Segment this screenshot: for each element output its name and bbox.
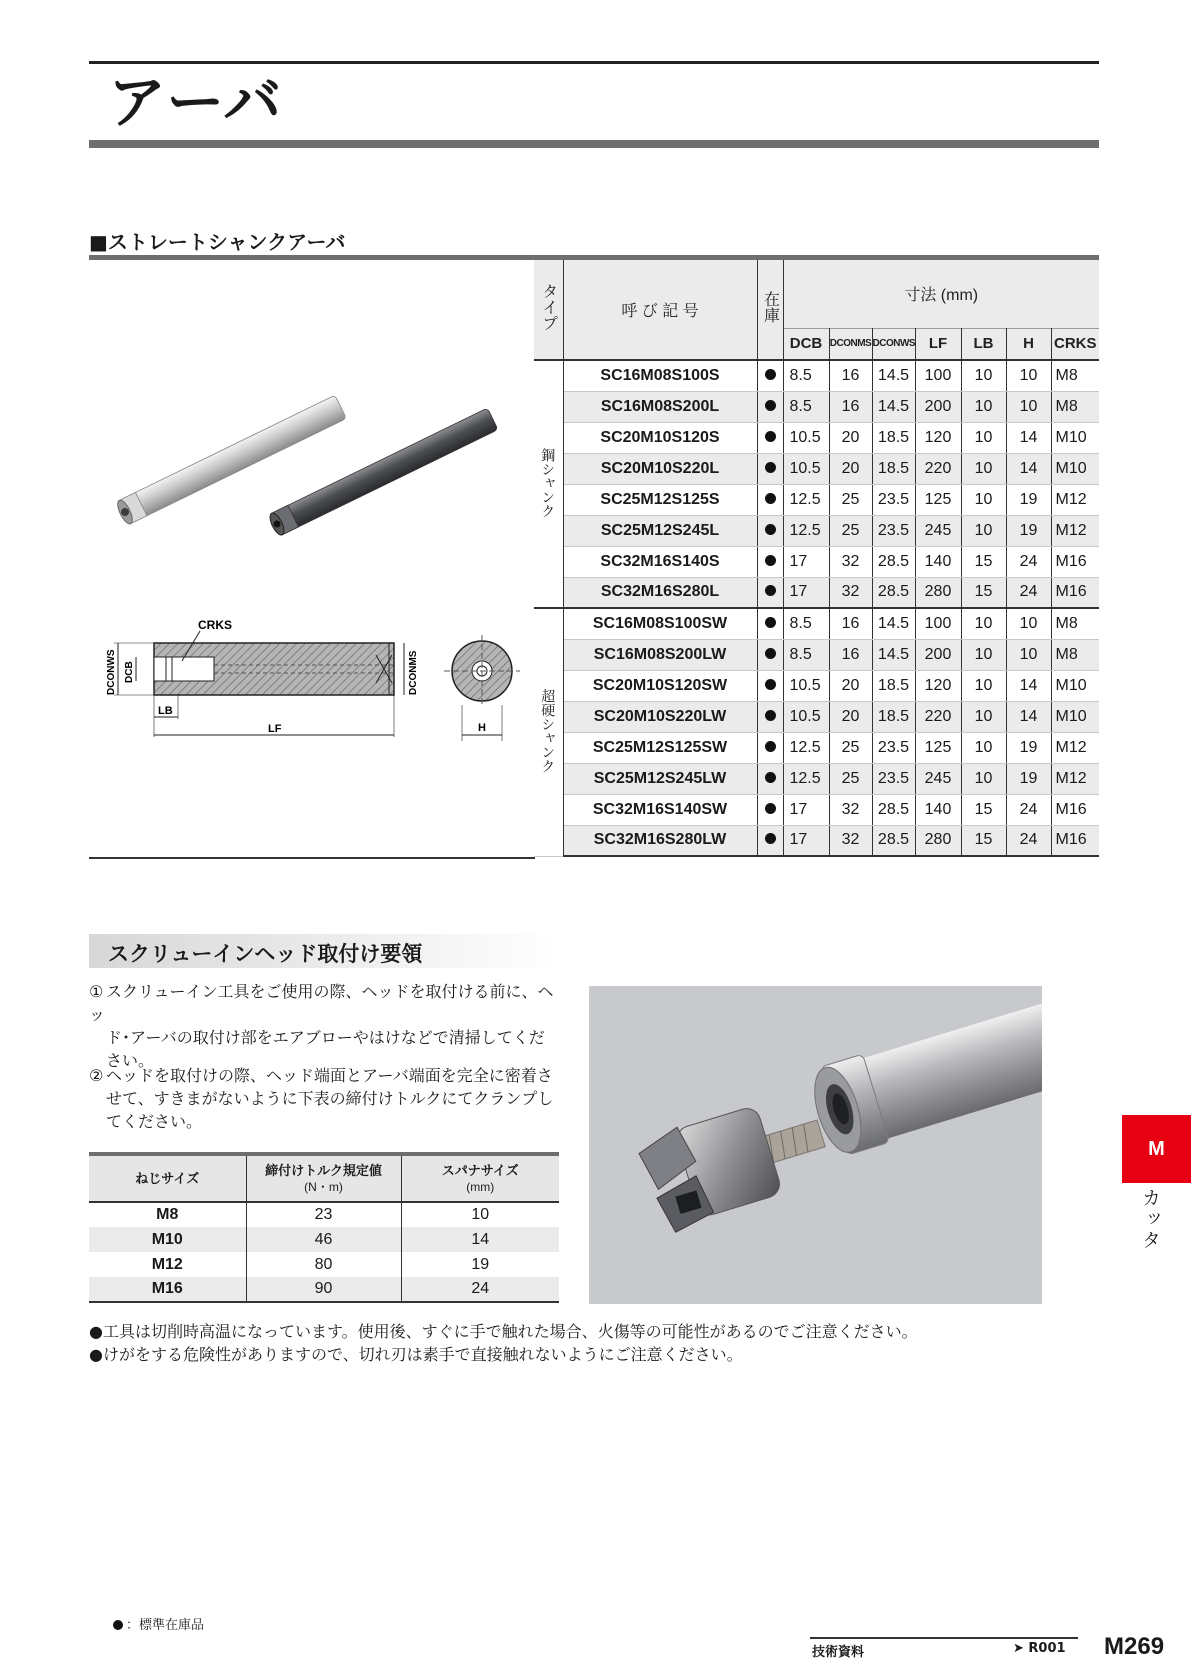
- dim-dcb: 10.5: [783, 422, 829, 453]
- part-code: SC32M16S140SW: [563, 794, 757, 825]
- torque-cell-torque: 90: [246, 1277, 401, 1302]
- stock-indicator: [757, 422, 783, 453]
- stock-indicator: [757, 670, 783, 701]
- torque-header-size: ねじサイズ: [89, 1154, 246, 1202]
- part-code: SC25M12S245LW: [563, 763, 757, 794]
- dim-dconws: 28.5: [872, 577, 915, 608]
- dim-dconws: 28.5: [872, 825, 915, 856]
- dim-crks: M8: [1051, 639, 1099, 670]
- dim-lf: 140: [915, 794, 961, 825]
- dim-h: 10: [1006, 639, 1051, 670]
- dim-header: H: [1006, 328, 1051, 360]
- dim-dconms: 20: [829, 422, 872, 453]
- drawing-label-h: H: [478, 722, 486, 734]
- instruction-step-1: ① スクリューイン工具をご使用の際、ヘッドを取付ける前に、ヘッ ド･アーバの取付け部をエアブローやはけなどで清掃してくだ さい。: [89, 982, 554, 1070]
- table-row: [534, 701, 1099, 732]
- dim-lb: 10: [961, 639, 1006, 670]
- torque-header-torque: 締付けトルク規定値 (N・m): [246, 1154, 401, 1202]
- dim-header: DCONWS: [872, 328, 915, 360]
- footer-rule: [810, 1637, 1078, 1639]
- dim-lf: 140: [915, 546, 961, 577]
- table-row: [534, 825, 1099, 856]
- dim-header: CRKS: [1051, 328, 1099, 360]
- dim-dconws: 14.5: [872, 391, 915, 422]
- drawing-label-lf: LF: [268, 723, 282, 735]
- dim-dconms: 25: [829, 732, 872, 763]
- dim-dconms: 32: [829, 794, 872, 825]
- shank-type-label: 鋼シャンク: [534, 360, 563, 608]
- dim-dcb: 17: [783, 794, 829, 825]
- stock-dot-icon: [765, 462, 776, 473]
- table-row: [534, 608, 1099, 639]
- dim-crks: M16: [1051, 546, 1099, 577]
- dim-lf: 245: [915, 515, 961, 546]
- dim-lb: 10: [961, 701, 1006, 732]
- drawing-label-lb: LB: [158, 705, 173, 717]
- shank-type-label: 超硬シャンク: [534, 608, 563, 856]
- dim-dconws: 23.5: [872, 515, 915, 546]
- dim-h: 14: [1006, 453, 1051, 484]
- stock-dot-icon: [765, 772, 776, 783]
- dim-lf: 220: [915, 701, 961, 732]
- footer-reference-link[interactable]: ➤ R001: [1013, 1641, 1066, 1656]
- part-code: SC32M16S280L: [563, 577, 757, 608]
- stock-dot-icon: [765, 555, 776, 566]
- stock-dot-icon: [765, 585, 776, 596]
- top-rule: [89, 61, 1099, 64]
- part-code: SC20M10S220LW: [563, 701, 757, 732]
- stock-indicator: [757, 453, 783, 484]
- dim-crks: M12: [1051, 732, 1099, 763]
- table-row: [89, 1227, 559, 1252]
- dim-lf: 280: [915, 577, 961, 608]
- stock-indicator: [757, 701, 783, 732]
- dim-lb: 10: [961, 763, 1006, 794]
- dim-dcb: 12.5: [783, 515, 829, 546]
- dim-lb: 10: [961, 732, 1006, 763]
- dim-lb: 10: [961, 453, 1006, 484]
- dim-crks: M10: [1051, 670, 1099, 701]
- stock-dot-icon: [765, 617, 776, 628]
- dim-h: 24: [1006, 546, 1051, 577]
- dim-crks: M16: [1051, 794, 1099, 825]
- torque-cell-spanner: 19: [471, 1255, 490, 1273]
- dim-lb: 15: [961, 577, 1006, 608]
- section-title-straight-shank: ■ストレートシャンクアーバ: [89, 230, 346, 254]
- category-label: カッタ: [1139, 1188, 1161, 1251]
- dim-lf: 120: [915, 422, 961, 453]
- dim-lb: 10: [961, 422, 1006, 453]
- dim-h: 10: [1006, 608, 1051, 639]
- stock-indicator: [757, 639, 783, 670]
- stock-dot-icon: [113, 1620, 123, 1630]
- stock-indicator: [757, 515, 783, 546]
- dim-dcb: 17: [783, 546, 829, 577]
- torque-cell-torque: 46: [246, 1227, 401, 1252]
- dim-crks: M12: [1051, 484, 1099, 515]
- part-code: SC32M16S280LW: [563, 825, 757, 856]
- dim-header: DCONMS: [829, 328, 872, 360]
- footer-tech-link[interactable]: 技術資料: [812, 1645, 865, 1660]
- dim-h: 14: [1006, 670, 1051, 701]
- dim-lb: 15: [961, 794, 1006, 825]
- table-row: [534, 639, 1099, 670]
- header-code: 呼 び 記 号: [563, 260, 757, 360]
- torque-cell-size: M8: [89, 1202, 246, 1227]
- section-title-screw-in: スクリューインヘッド取付け要領: [108, 942, 423, 966]
- torque-cell-size: M12: [89, 1252, 246, 1277]
- safety-notes: [89, 1320, 918, 1366]
- dim-dcb: 8.5: [783, 391, 829, 422]
- dim-crks: M10: [1051, 422, 1099, 453]
- dim-dcb: 8.5: [783, 608, 829, 639]
- stock-dot-icon: [765, 648, 776, 659]
- dim-dcb: 10.5: [783, 453, 829, 484]
- dim-h: 10: [1006, 360, 1051, 391]
- table-row: [534, 732, 1099, 763]
- torque-cell-spanner: 10: [401, 1202, 559, 1227]
- torque-cell-torque: 80: [246, 1252, 401, 1277]
- dim-dconws: 23.5: [872, 484, 915, 515]
- dim-dconms: 25: [829, 484, 872, 515]
- dim-dconms: 20: [829, 670, 872, 701]
- stock-indicator: [757, 360, 783, 391]
- dim-crks: M12: [1051, 763, 1099, 794]
- dim-dconws: 18.5: [872, 701, 915, 732]
- dim-dcb: 12.5: [783, 732, 829, 763]
- dim-dconms: 25: [829, 515, 872, 546]
- part-code: SC25M12S245L: [563, 515, 757, 546]
- dim-crks: M8: [1051, 360, 1099, 391]
- dim-h: 24: [1006, 794, 1051, 825]
- stock-indicator: [757, 608, 783, 639]
- header-stock: 在庫: [757, 260, 783, 360]
- torque-cell-spanner: 24: [401, 1277, 559, 1302]
- dim-dconms: 20: [829, 453, 872, 484]
- table-row: [534, 391, 1099, 422]
- stock-dot-icon: [765, 524, 776, 535]
- stock-dot-icon: [765, 369, 776, 380]
- drawing-label-dconws: DCONWS: [106, 649, 117, 695]
- stock-indicator: [757, 763, 783, 794]
- stock-dot-icon: [765, 431, 776, 442]
- stock-indicator: [757, 825, 783, 856]
- dim-header: LB: [961, 328, 1006, 360]
- stock-legend: ：標準在庫品: [113, 1614, 204, 1633]
- table-row: [534, 360, 1099, 391]
- stock-dot-icon: [765, 679, 776, 690]
- table-bottom-rule: [89, 857, 535, 859]
- part-code: SC16M08S100S: [563, 360, 757, 391]
- dim-crks: M12: [1051, 515, 1099, 546]
- dim-dcb: 17: [783, 577, 829, 608]
- dim-lf: 100: [915, 360, 961, 391]
- dim-lf: 200: [915, 639, 961, 670]
- part-code: SC16M08S100SW: [563, 608, 757, 639]
- dim-dconms: 25: [829, 763, 872, 794]
- dim-crks: M8: [1051, 608, 1099, 639]
- screw-in-head-photo: [589, 986, 1042, 1304]
- part-code: SC20M10S220L: [563, 453, 757, 484]
- dim-header: DCB: [783, 328, 829, 360]
- dim-lf: 125: [915, 484, 961, 515]
- dim-dconws: 18.5: [872, 422, 915, 453]
- table-row: [534, 453, 1099, 484]
- dim-h: 14: [1006, 422, 1051, 453]
- instruction-step-2: ② ヘッドを取付けの際、ヘッド端面とアーバ端面を完全に密着さ せて、すきまがないように下表の締付けトルクにてクランプし てください。: [89, 1066, 554, 1131]
- dim-crks: M16: [1051, 577, 1099, 608]
- stock-dot-icon: [765, 400, 776, 411]
- dim-dconws: 28.5: [872, 546, 915, 577]
- arbor-dimension-drawing: [104, 615, 524, 745]
- part-code: SC16M08S200L: [563, 391, 757, 422]
- dim-lb: 10: [961, 360, 1006, 391]
- category-tab[interactable]: M: [1122, 1115, 1191, 1183]
- stock-dot-icon: [765, 710, 776, 721]
- dim-dconws: 23.5: [872, 732, 915, 763]
- arbor-product-illustration: [105, 390, 525, 540]
- dim-lf: 280: [915, 825, 961, 856]
- page-number: M269: [1104, 1633, 1165, 1660]
- page-title: アーバ: [108, 68, 284, 136]
- dim-dconws: 14.5: [872, 608, 915, 639]
- dim-crks: M8: [1051, 391, 1099, 422]
- stock-indicator: [757, 391, 783, 422]
- drawing-label-crks: CRKS: [198, 618, 233, 632]
- dim-dconms: 32: [829, 546, 872, 577]
- dim-h: 10: [1006, 391, 1051, 422]
- torque-cell-size: M10: [89, 1227, 246, 1252]
- stock-dot-icon: [765, 833, 776, 844]
- part-code: SC25M12S125S: [563, 484, 757, 515]
- table-row: [89, 1277, 559, 1302]
- stock-indicator: [757, 794, 783, 825]
- dim-lb: 10: [961, 391, 1006, 422]
- torque-table: [89, 1152, 559, 1303]
- dim-dconms: 16: [829, 639, 872, 670]
- torque-cell-size: M16: [89, 1277, 246, 1302]
- table-row: [534, 515, 1099, 546]
- dim-lb: 15: [961, 825, 1006, 856]
- stock-indicator: [757, 732, 783, 763]
- safety-note: ●工具は切削時高温になっています。使用後、すぐに手で触れた場合、火傷等の可能性があるのでご注意ください。: [89, 1322, 918, 1341]
- stock-dot-icon: [765, 741, 776, 752]
- dim-dconws: 14.5: [872, 639, 915, 670]
- dim-lf: 125: [915, 732, 961, 763]
- torque-header-spanner: スパナサイズ (mm): [401, 1154, 559, 1202]
- title-bar: [89, 140, 1099, 148]
- table-row: [534, 577, 1099, 608]
- dim-h: 19: [1006, 732, 1051, 763]
- dim-lf: 220: [915, 453, 961, 484]
- dim-dconws: 18.5: [872, 670, 915, 701]
- header-type: タイプ: [534, 260, 563, 360]
- dim-dconws: 18.5: [872, 453, 915, 484]
- dim-dconws: 14.5: [872, 360, 915, 391]
- torque-cell-torque: 23: [246, 1202, 401, 1227]
- dim-crks: M16: [1051, 825, 1099, 856]
- dim-lf: 100: [915, 608, 961, 639]
- dim-h: 19: [1006, 763, 1051, 794]
- safety-note: ●けがをする危険性がありますので、切れ刃は素手で直接触れないようにご注意ください。: [89, 1345, 743, 1364]
- dim-crks: M10: [1051, 453, 1099, 484]
- dim-dcb: 17: [783, 825, 829, 856]
- table-row: [534, 484, 1099, 515]
- dim-dconms: 16: [829, 608, 872, 639]
- table-row: [89, 1252, 559, 1277]
- dim-dconms: 20: [829, 701, 872, 732]
- dim-dconms: 16: [829, 391, 872, 422]
- stock-indicator: [757, 484, 783, 515]
- table-row: [534, 670, 1099, 701]
- stock-dot-icon: [765, 493, 776, 504]
- part-code: SC16M08S200LW: [563, 639, 757, 670]
- dim-dcb: 10.5: [783, 670, 829, 701]
- dim-dconms: 16: [829, 360, 872, 391]
- dim-lf: 120: [915, 670, 961, 701]
- dim-dconws: 23.5: [872, 763, 915, 794]
- dim-dcb: 12.5: [783, 484, 829, 515]
- dim-crks: M10: [1051, 701, 1099, 732]
- dim-lf: 200: [915, 391, 961, 422]
- dim-lb: 10: [961, 670, 1006, 701]
- stock-indicator: [757, 546, 783, 577]
- part-code: SC20M10S120S: [563, 422, 757, 453]
- dim-dconms: 32: [829, 577, 872, 608]
- dim-dcb: 12.5: [783, 763, 829, 794]
- dim-h: 14: [1006, 701, 1051, 732]
- table-row: [534, 422, 1099, 453]
- dim-h: 19: [1006, 515, 1051, 546]
- arbor-spec-table: [534, 260, 1099, 857]
- dim-lf: 245: [915, 763, 961, 794]
- drawing-label-dcb: DCB: [124, 661, 135, 683]
- stock-indicator: [757, 577, 783, 608]
- part-code: SC32M16S140S: [563, 546, 757, 577]
- dim-h: 19: [1006, 484, 1051, 515]
- stock-dot-icon: [765, 803, 776, 814]
- table-row: [534, 763, 1099, 794]
- drawing-label-dconms: DCONMS: [408, 650, 419, 695]
- part-code: SC20M10S120SW: [563, 670, 757, 701]
- dim-lb: 15: [961, 546, 1006, 577]
- table-row: [534, 546, 1099, 577]
- dim-lb: 10: [961, 484, 1006, 515]
- dim-header: LF: [915, 328, 961, 360]
- table-row: [534, 794, 1099, 825]
- table-row: [89, 1202, 559, 1227]
- dim-lb: 10: [961, 515, 1006, 546]
- dim-dcb: 8.5: [783, 639, 829, 670]
- dim-dcb: 10.5: [783, 701, 829, 732]
- torque-cell-spanner: 14: [401, 1227, 559, 1252]
- part-code: SC25M12S125SW: [563, 732, 757, 763]
- dim-dconms: 32: [829, 825, 872, 856]
- dim-lb: 10: [961, 608, 1006, 639]
- dim-h: 24: [1006, 825, 1051, 856]
- dim-h: 24: [1006, 577, 1051, 608]
- dim-dcb: 8.5: [783, 360, 829, 391]
- header-dimensions: 寸法 (mm): [783, 260, 1099, 328]
- dim-dconws: 28.5: [872, 794, 915, 825]
